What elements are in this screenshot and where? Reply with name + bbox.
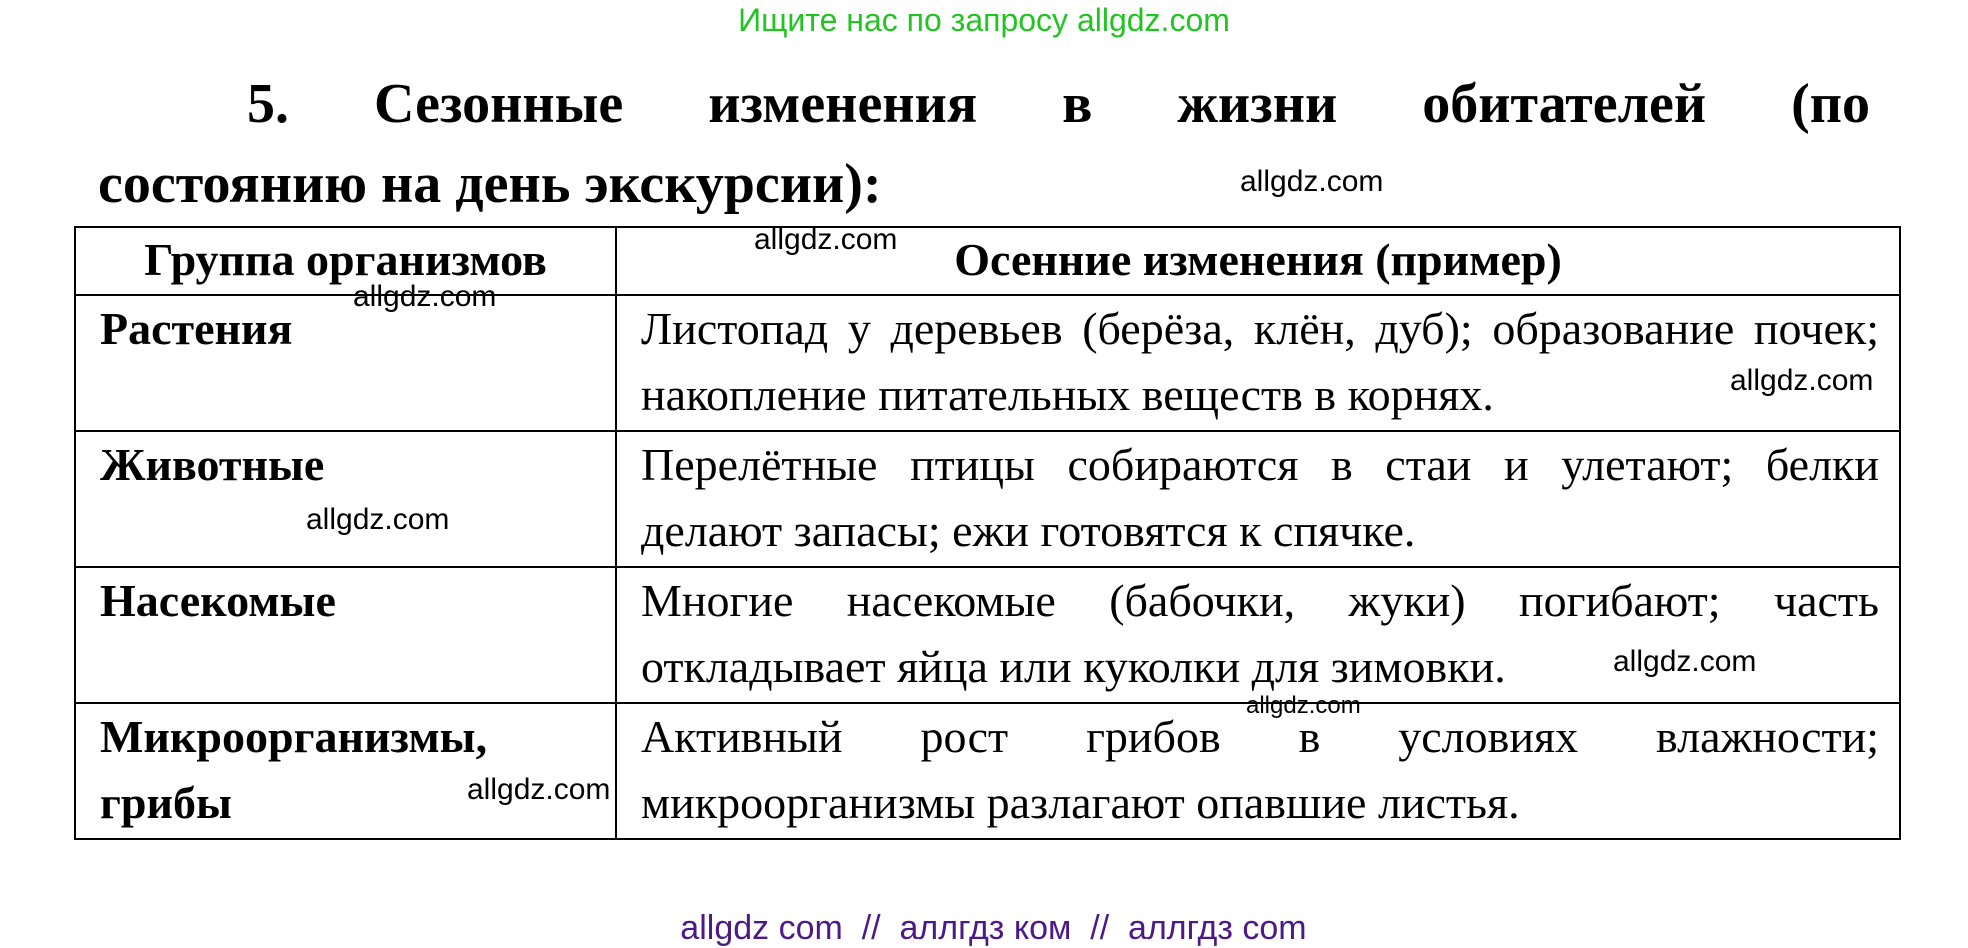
top-banner: [0, 0, 1968, 40]
row-group-microorganisms: Микроорганизмы, грибы: [75, 703, 616, 839]
row-changes-microorganisms: Активный рост грибов в условиях влажности; микроорганизмы разлагают опавшие листья.: [616, 703, 1900, 839]
section-heading-line-1: 5. Сезонные изменения в жизни обитателей (по: [247, 73, 1870, 135]
header-changes: Осенние изменения (пример): [616, 227, 1900, 295]
watermark: allgdz.com: [306, 503, 450, 536]
footer-text: allgdz com // аллгдз ком // аллгдз com: [680, 909, 1307, 947]
row-group-plants: Растения: [75, 295, 616, 431]
table-row: [75, 567, 1900, 703]
watermark: allgdz.com: [467, 773, 611, 806]
watermark: allgdz.com: [754, 223, 898, 256]
table-row: [75, 703, 1900, 839]
watermark: allgdz.com: [1730, 364, 1874, 397]
row-group-animals: Животные: [75, 431, 616, 567]
footer-banner: [0, 868, 1968, 948]
watermark: allgdz.com: [1246, 692, 1361, 719]
row-group-insects: Насекомые: [75, 567, 616, 703]
row-changes-animals: Перелётные птицы собираются в стаи и улетают; белки делают запасы; ежи готовятся к спячке.: [616, 431, 1900, 567]
section-heading-line-2: состоянию на день экскурсии):: [98, 153, 882, 215]
row-changes-insects: Многие насекомые (бабочки, жуки) погибают; часть откладывает яйца или куколки для зимовки.: [616, 567, 1900, 703]
header-group: Группа организмов: [75, 227, 616, 295]
table-header-row: [75, 227, 1900, 295]
row-changes-plants: Листопад у деревьев (берёза, клён, дуб); образование почек; накопление питательных веществ в корнях.: [616, 295, 1900, 431]
top-banner-text: Ищите нас по запросу allgdz.com: [738, 2, 1230, 38]
table-row: [75, 431, 1900, 567]
table-row: [75, 295, 1900, 431]
watermark: allgdz.com: [1613, 645, 1757, 678]
watermark: allgdz.com: [353, 280, 497, 313]
watermark: allgdz.com: [1240, 165, 1384, 198]
